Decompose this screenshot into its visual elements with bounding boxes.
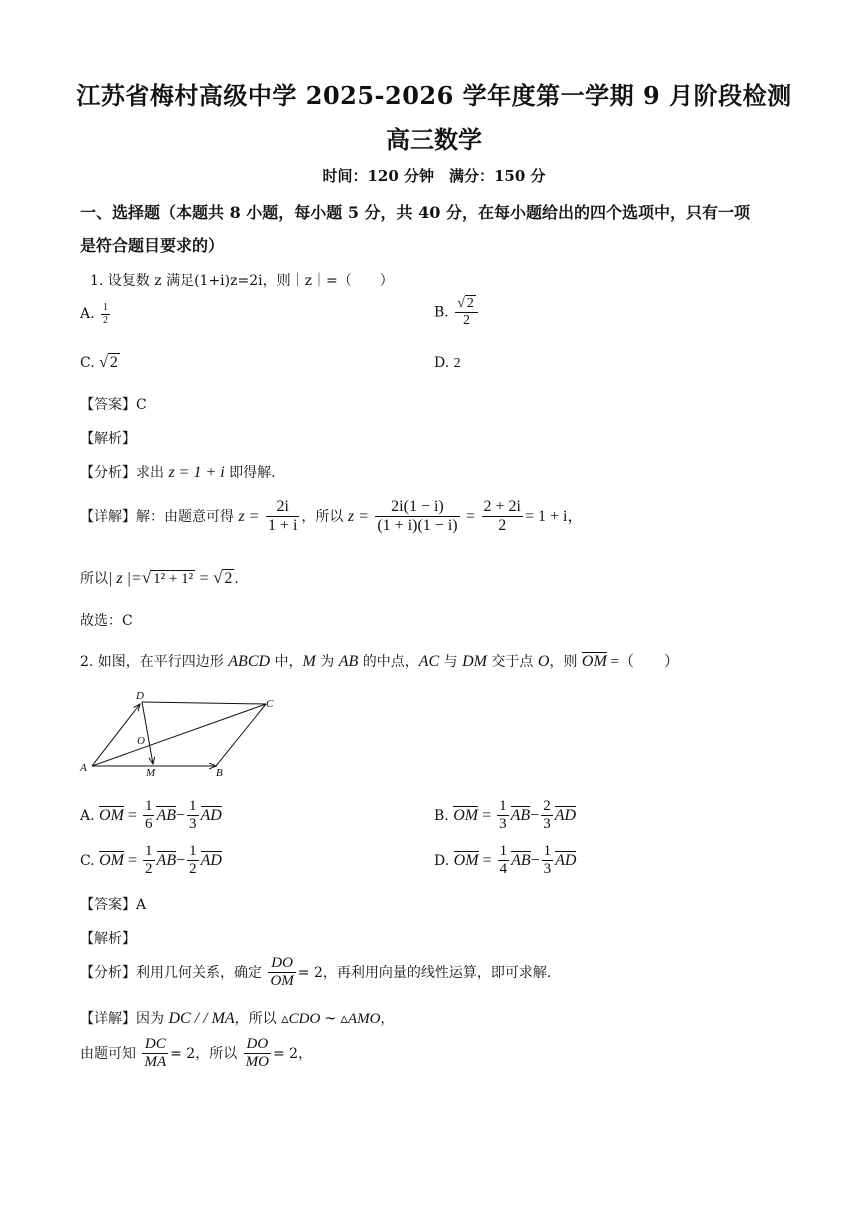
fraction-numerator: DC bbox=[142, 1036, 168, 1054]
vector-om: OM bbox=[99, 851, 125, 869]
stem-text: 的中点， bbox=[358, 654, 419, 670]
document-subtitle: 高三数学 bbox=[386, 125, 482, 154]
stem-math: M bbox=[302, 653, 316, 670]
detail-similar: ▵CDO ∼ ▵AMO bbox=[281, 1011, 381, 1027]
label-c: C bbox=[266, 698, 274, 710]
q1-option-b-fraction bbox=[455, 296, 478, 329]
label-m: M bbox=[146, 767, 156, 779]
section-heading-line2: 是符合题目要求的） bbox=[80, 236, 225, 255]
fenxi-suffix: = 2，再利用向量的线性运算，即可求解. bbox=[297, 964, 552, 981]
fraction-denominator: 2 bbox=[498, 517, 507, 535]
fraction-numerator: √ 2 bbox=[455, 296, 478, 313]
operator: − bbox=[530, 851, 540, 869]
fraction-denominator: 2 bbox=[189, 861, 197, 878]
detail-fraction-3 bbox=[482, 498, 523, 536]
label-a: A bbox=[80, 762, 87, 774]
q2-fenxi bbox=[80, 955, 551, 991]
operator: − bbox=[530, 806, 540, 824]
detail-end: = 1 + i， bbox=[525, 507, 584, 525]
q1-choose: 故选：C bbox=[80, 613, 133, 629]
fraction-numerator: 2i bbox=[266, 498, 299, 517]
vector-ad: AD bbox=[555, 851, 577, 869]
q2-analysis-tag: 【解析】 bbox=[80, 931, 136, 947]
fraction-numerator: 2i(1 − i) bbox=[375, 498, 459, 517]
vector-dm bbox=[142, 702, 153, 764]
q2-known bbox=[80, 1036, 312, 1072]
document-title: 江苏省梅村高级中学 2025-2026 学年度第一学期 9 月阶段检测 bbox=[76, 81, 792, 110]
fraction-denominator: 3 bbox=[543, 861, 552, 878]
q1-stem: 1. 设复数 z 满足(1+i)z=2i，则｜z｜=（ ） bbox=[90, 273, 394, 289]
q2-detail bbox=[80, 1008, 394, 1028]
fraction-numerator: 1 bbox=[498, 843, 510, 861]
so-prefix: 所以 bbox=[80, 571, 108, 587]
vector-ab: AB bbox=[156, 851, 177, 869]
vector-ab: AB bbox=[156, 806, 176, 824]
exam-time-info: 时间：120 分钟 满分：150 分 bbox=[322, 167, 546, 185]
fraction-denominator: MO bbox=[245, 1054, 269, 1071]
coefficient-1 bbox=[143, 843, 155, 879]
so-end: . bbox=[234, 571, 239, 587]
q1-so-line bbox=[80, 568, 239, 588]
radicand: 2 bbox=[224, 570, 233, 587]
q1-option-b-label: B. bbox=[434, 304, 449, 321]
vector-ad bbox=[92, 704, 140, 766]
vector-ab: AB bbox=[510, 806, 531, 824]
fraction-numerator: 1 bbox=[497, 798, 509, 816]
q1-option-a-label: A. bbox=[80, 306, 95, 322]
fraction-denominator: (1 + i)(1 − i) bbox=[377, 517, 458, 535]
q1-option-c bbox=[80, 354, 120, 372]
q1-analysis-tag: 【解析】 bbox=[80, 431, 136, 447]
coefficient-1 bbox=[498, 843, 510, 879]
option-label: A. bbox=[80, 807, 95, 824]
vector-ad: AD bbox=[554, 806, 577, 824]
fraction-numerator: 1 bbox=[187, 843, 199, 861]
fenxi-math: z = 1 + i bbox=[168, 464, 225, 481]
fraction-denominator: 2 bbox=[463, 313, 471, 329]
fraction-numerator: 2 + 2i bbox=[482, 498, 523, 517]
q1-answer: 【答案】C bbox=[80, 397, 147, 413]
operator: − bbox=[176, 851, 186, 869]
detail-z2: z = bbox=[347, 507, 369, 525]
so-abs: | z |= bbox=[108, 570, 142, 587]
stem-vector: OM bbox=[581, 653, 607, 670]
detail-mid: ，所以 bbox=[301, 508, 348, 525]
q1-fenxi bbox=[80, 462, 276, 482]
vector-ab: AB bbox=[511, 851, 531, 869]
option-label: B. bbox=[434, 807, 449, 824]
known-mid: = 2，所以 bbox=[170, 1045, 242, 1062]
stem-text: 2. 如图，在平行四边形 bbox=[80, 654, 229, 670]
label-o: O bbox=[137, 735, 145, 747]
stem-math: O bbox=[537, 653, 550, 670]
fraction-denominator: 2 bbox=[145, 861, 153, 878]
fenxi-prefix: 【分析】利用几何关系，确定 bbox=[80, 964, 267, 981]
q2-answer: 【答案】A bbox=[80, 897, 147, 913]
radicand: 2 bbox=[466, 296, 474, 311]
q1-option-a bbox=[80, 302, 112, 326]
option-label: D. bbox=[434, 852, 450, 869]
coefficient-1 bbox=[497, 798, 509, 834]
stem-text: 中， bbox=[270, 654, 303, 670]
q1-option-c-label: C. bbox=[80, 355, 95, 371]
fraction-denominator: 1 + i bbox=[267, 517, 298, 535]
stem-text: =（ ） bbox=[606, 654, 680, 670]
fraction-numerator: 1 bbox=[143, 843, 155, 861]
vector-om: OM bbox=[453, 851, 479, 869]
fraction-denominator: 4 bbox=[499, 861, 508, 878]
q2-option-c: C. OM = $\frac{1}{2}$ AB− $\frac{1}{2}$ AD bbox=[80, 843, 222, 878]
q2-stem bbox=[80, 650, 679, 671]
fraction-denominator: MA bbox=[144, 1054, 167, 1071]
fraction-denominator: 3 bbox=[543, 816, 551, 833]
side-dc bbox=[142, 702, 266, 704]
coefficient-2 bbox=[542, 843, 554, 879]
q1-detail bbox=[80, 498, 584, 536]
stem-text: 与 bbox=[439, 654, 463, 670]
coefficient-2 bbox=[187, 798, 199, 834]
stem-math: ABCD bbox=[228, 653, 271, 670]
detail-fraction-2 bbox=[375, 498, 459, 536]
fraction-denominator: 6 bbox=[144, 816, 153, 833]
fenxi-fraction bbox=[268, 955, 295, 991]
fraction-numerator: DO bbox=[268, 955, 295, 973]
stem-math: AC bbox=[418, 653, 440, 670]
q2-option-d: D. OM = $\frac{1}{4}$ AB− $\frac{1}{3}$ AD bbox=[434, 843, 577, 878]
fraction-numerator: 1 bbox=[187, 798, 199, 816]
q1-option-b bbox=[434, 296, 480, 329]
section-heading-line1: 一、选择题（本题共 8 小题，每小题 5 分，共 40 分，在每小题给出的四个选项中，只有一项 bbox=[80, 203, 750, 222]
fraction-denominator: OM bbox=[270, 973, 294, 990]
known-end: = 2， bbox=[273, 1045, 313, 1062]
option-label: C. bbox=[80, 852, 95, 869]
fenxi-prefix: 【分析】求出 bbox=[80, 465, 169, 481]
coefficient-2 bbox=[187, 843, 199, 879]
coefficient-1 bbox=[143, 798, 155, 834]
sqrt-icon: √ bbox=[213, 568, 223, 587]
detail-z: z = bbox=[238, 507, 260, 525]
fraction-denominator: 3 bbox=[499, 816, 507, 833]
vector-om: OM bbox=[99, 806, 124, 824]
known-fraction-1 bbox=[142, 1036, 168, 1072]
detail-parallel: DC / / MA bbox=[168, 1010, 235, 1027]
q2-option-b: B. OM = $\frac{1}{3}$ AB− $\frac{2}{3}$ AD bbox=[434, 798, 577, 833]
fraction-numerator: 2 bbox=[541, 798, 553, 816]
q1-option-d-label: D. bbox=[434, 355, 450, 371]
known-prefix: 由题可知 bbox=[80, 1045, 141, 1062]
coefficient-2 bbox=[541, 798, 553, 834]
detail-end: ， bbox=[380, 1011, 395, 1027]
stem-math: DM bbox=[462, 653, 487, 670]
sqrt-icon: √ bbox=[141, 568, 152, 587]
fenxi-suffix: 即得解. bbox=[224, 465, 276, 481]
sqrt-icon: √ bbox=[99, 354, 108, 371]
fraction-numerator: 1 bbox=[542, 843, 554, 861]
fraction-denominator: 2 bbox=[103, 314, 109, 326]
q1-option-d-value: 2 bbox=[453, 356, 461, 371]
detail-prefix: 【详解】因为 bbox=[80, 1011, 169, 1027]
detail-prefix: 【详解】解：由题意可得 bbox=[80, 508, 239, 525]
vector-om: OM bbox=[453, 806, 479, 824]
detail-mid: ，所以 bbox=[234, 1011, 282, 1027]
detail-fraction-1 bbox=[266, 498, 299, 536]
q2-option-a: A. OM = $\frac{1}{6}$ AB− $\frac{1}{3}$ AD bbox=[80, 798, 222, 833]
radicand: 1² + 1² bbox=[153, 571, 194, 587]
parallelogram-figure bbox=[76, 686, 286, 782]
fraction-numerator: 1 bbox=[103, 302, 109, 313]
so-equals: = bbox=[199, 570, 209, 587]
diagonal-ac bbox=[92, 704, 266, 766]
q1-option-a-fraction bbox=[101, 302, 110, 326]
radicand: 2 bbox=[109, 354, 118, 371]
vector-ad: AD bbox=[200, 851, 222, 869]
q1-option-d bbox=[434, 355, 461, 372]
stem-text: ，则 bbox=[549, 654, 582, 670]
fraction-numerator: DO bbox=[244, 1036, 271, 1054]
operator: − bbox=[175, 806, 186, 824]
stem-text: 为 bbox=[315, 654, 339, 670]
label-b: B bbox=[216, 767, 223, 779]
fraction-numerator: 1 bbox=[143, 798, 155, 816]
known-fraction-2 bbox=[244, 1036, 271, 1072]
fraction-denominator: 3 bbox=[189, 816, 197, 833]
stem-text: 交于点 bbox=[486, 654, 538, 670]
stem-math: AB bbox=[338, 653, 359, 670]
detail-equals: = bbox=[466, 507, 476, 525]
vector-ad: AD bbox=[200, 806, 222, 824]
label-d: D bbox=[136, 690, 144, 702]
